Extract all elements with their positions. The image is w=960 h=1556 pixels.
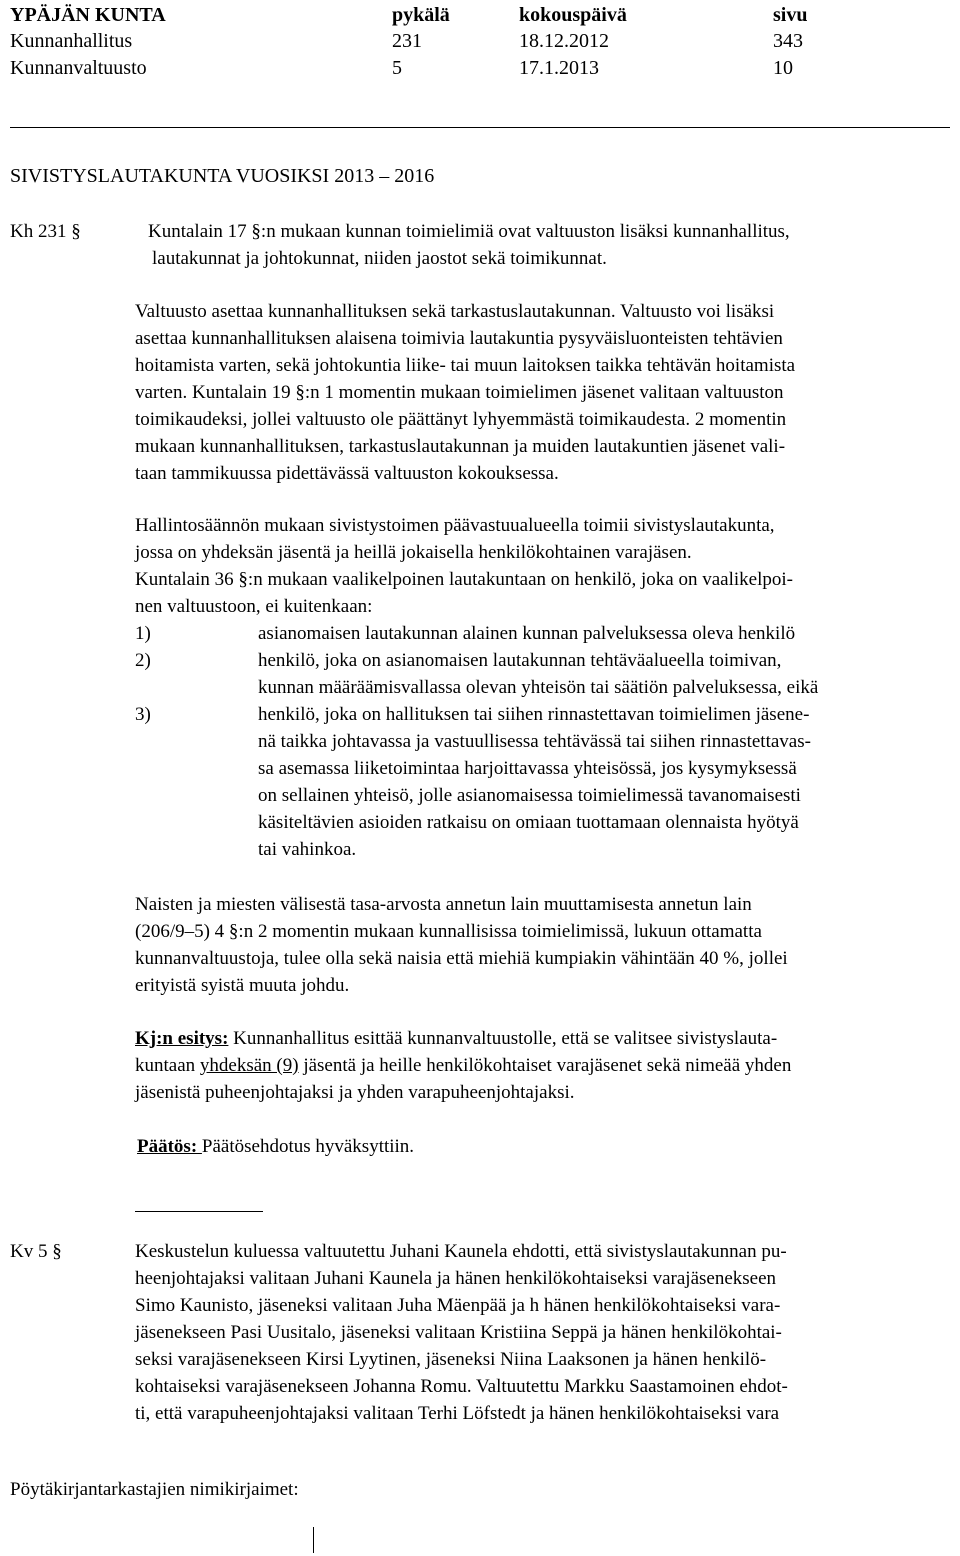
header-row-section: 231: [392, 30, 422, 52]
kh-paragraph-2: [135, 298, 950, 487]
text-line: varten. Kuntalain 19 §:n 1 momentin mukaan toimielimen jäsenet valitaan valtuuston: [135, 382, 784, 403]
member-count: yhdeksän (9): [199, 1055, 299, 1076]
list-item-text: [258, 701, 950, 863]
header-divider: [10, 127, 950, 128]
header-row-date: 18.12.2012: [519, 30, 609, 52]
text-line: sa asemassa liiketoimintaa harjoittavassa yhteisössä, jos kysymyksessä: [258, 758, 797, 779]
text-line: lautakunnat ja johtokunnat, niiden jaostot sekä toimikunnat.: [152, 248, 607, 269]
text-line: Kuntalain 36 §:n mukaan vaalikelpoinen lautakuntaan on henkilö, joka on vaalikelpoi-: [135, 569, 793, 590]
header-row-page: 343: [773, 30, 803, 52]
proposal-text: jäsentä ja heille henkilökohtaiset varajäsenet sekä nimeää yhden: [298, 1055, 792, 1076]
text-line: nen valtuustoon, ei kuitenkaan:: [135, 596, 373, 617]
kh-intro: [148, 218, 948, 272]
text-line: asettaa kunnanhallituksen alaisena toimivia lautakuntia pysyväisluonteisten tehtävien: [135, 328, 783, 349]
text-line: käsiteltävien asioiden ratkaisu on omiaan tuottamaan olennaista hyötyä: [258, 812, 799, 833]
signature-box-divider: [313, 1527, 314, 1553]
proposal-line: jäsenistä puheenjohtajaksi ja yhden varapuheenjohtajaksi.: [135, 1082, 575, 1103]
decision-label: Päätös:: [137, 1136, 202, 1157]
proposal-label: Kj:n esitys:: [135, 1028, 229, 1049]
text-line: Naisten ja miesten välisestä tasa-arvosta annetun lain muuttamisesta annetun lain: [135, 894, 752, 915]
list-number: 2): [135, 650, 151, 671]
header-row-body: Kunnanvaltuusto: [10, 57, 147, 79]
text-line: taan tammikuussa pidettävässä valtuuston kokouksessa.: [135, 463, 559, 484]
header-row-page: 10: [773, 57, 793, 79]
text-line: Valtuusto asettaa kunnanhallituksen sekä tarkastuslautakunnan. Valtuusto voi lisäksi: [135, 301, 775, 322]
list-number: 3): [135, 704, 151, 725]
text-line: toimikaudeksi, jollei valtuusto ole päättänyt lyhyemmästä toimikaudesta. 2 momentin: [135, 409, 787, 430]
document-title: SIVISTYSLAUTAKUNTA VUOSIKSI 2013 – 2016: [10, 165, 435, 187]
text-line: erityistä syistä muuta johdu.: [135, 975, 350, 996]
proposal-line: [135, 1052, 950, 1079]
kh-paragraph-4: [135, 891, 950, 999]
text-line: Hallintosäännön mukaan sivistystoimen päävastuualueella toimii sivistyslautakunta,: [135, 515, 775, 536]
list-item-text: [258, 620, 950, 647]
decision-text: Päätösehdotus hyväksyttiin.: [201, 1136, 415, 1157]
text-line: tai vahinkoa.: [258, 839, 357, 860]
proposal-text: Kunnanhallitus esittää kunnanvaltuustolle, että se valitsee sivistyslauta-: [228, 1028, 778, 1049]
text-line: Keskustelun kuluessa valtuutettu Juhani Kaunela ehdotti, että sivistyslautakunnan pu-: [135, 1241, 787, 1262]
decision: [137, 1133, 414, 1160]
kh-paragraph-3: [135, 512, 950, 620]
list-number: 1): [135, 623, 151, 644]
section-divider: [135, 1211, 263, 1212]
proposal-line: [135, 1025, 950, 1052]
header-col-date: kokouspäivä: [519, 4, 627, 26]
text-line: kunnanvaltuustoja, tulee olla sekä naisia että miehiä kumpiakin vähintään 40 %, jollei: [135, 948, 788, 969]
signatures-label: Pöytäkirjantarkastajien nimikirjaimet:: [10, 1479, 299, 1500]
text-line: asianomaisen lautakunnan alainen kunnan palveluksessa oleva henkilö: [258, 623, 796, 644]
kh-section-label: Kh 231 §: [10, 221, 81, 242]
proposal-text: kuntaan: [135, 1055, 200, 1076]
text-line: (206/9–5) 4 §:n 2 momentin mukaan kunnallisissa toimielimissä, lukuun ottamatta: [135, 921, 762, 942]
text-line: henkilö, joka on hallituksen tai siihen rinnastettavan toimielimen jäsene-: [258, 704, 810, 725]
text-line: seksi varajäsenekseen Kirsi Lyytinen, jäseneksi Niina Laaksonen ja hänen henkilö-: [135, 1349, 767, 1370]
text-line: ti, että varapuheenjohtajaksi valitaan Terhi Löfstedt ja hänen henkilökohtaiseksi vara: [135, 1403, 780, 1424]
text-line: kunnan määräämisvallassa olevan yhteisön tai säätiön palveluksessa, eikä: [258, 677, 819, 698]
text-line: hoitamista varten, sekä johtokuntia liike- tai muun laitoksen taikka tehtävän hoitamista: [135, 355, 796, 376]
header-col-page: sivu: [773, 4, 808, 26]
text-line: jossa on yhdeksän jäsentä ja heillä jokaisella henkilökohtainen varajäsen.: [135, 542, 692, 563]
kv-section-label: Kv 5 §: [10, 1241, 62, 1262]
header-row-body: Kunnanhallitus: [10, 30, 133, 52]
header-col-section: pykälä: [392, 4, 450, 26]
kv-paragraph: [135, 1238, 950, 1427]
list-item-text: [258, 647, 950, 701]
text-line: jäsenekseen Pasi Uusitalo, jäseneksi valitaan Kristiina Seppä ja hänen henkilökohtai-: [135, 1322, 782, 1343]
text-line: kohtaiseksi varajäsenekseen Johanna Romu. Valtuutettu Markku Saastamoinen ehdot-: [135, 1376, 788, 1397]
text-line: heenjohtajaksi valitaan Juhani Kaunela ja hänen henkilökohtaiseksi varajäsenekseen: [135, 1268, 777, 1289]
text-line: Simo Kaunisto, jäseneksi valitaan Juha Mäenpää ja h hänen henkilökohtaiseksi vara-: [135, 1295, 781, 1316]
municipality-name: YPÄJÄN KUNTA: [10, 4, 166, 26]
header-row-section: 5: [392, 57, 402, 79]
header-row-date: 17.1.2013: [519, 57, 599, 79]
text-line: on sellainen yhteisö, jolle asianomaisessa toimielimessä tavanomaisesti: [258, 785, 801, 806]
text-line: Kuntalain 17 §:n mukaan kunnan toimielimiä ovat valtuuston lisäksi kunnanhallitus,: [148, 221, 790, 242]
text-line: mukaan kunnanhallituksen, tarkastuslautakunnan ja muiden lautakuntien jäsenet vali-: [135, 436, 786, 457]
text-line: nä taikka johtavassa ja vastuullisessa tehtävässä tai siihen rinnastettavas-: [258, 731, 811, 752]
proposal: [135, 1025, 950, 1106]
text-line: henkilö, joka on asianomaisen lautakunnan tehtäväalueella toimivan,: [258, 650, 782, 671]
